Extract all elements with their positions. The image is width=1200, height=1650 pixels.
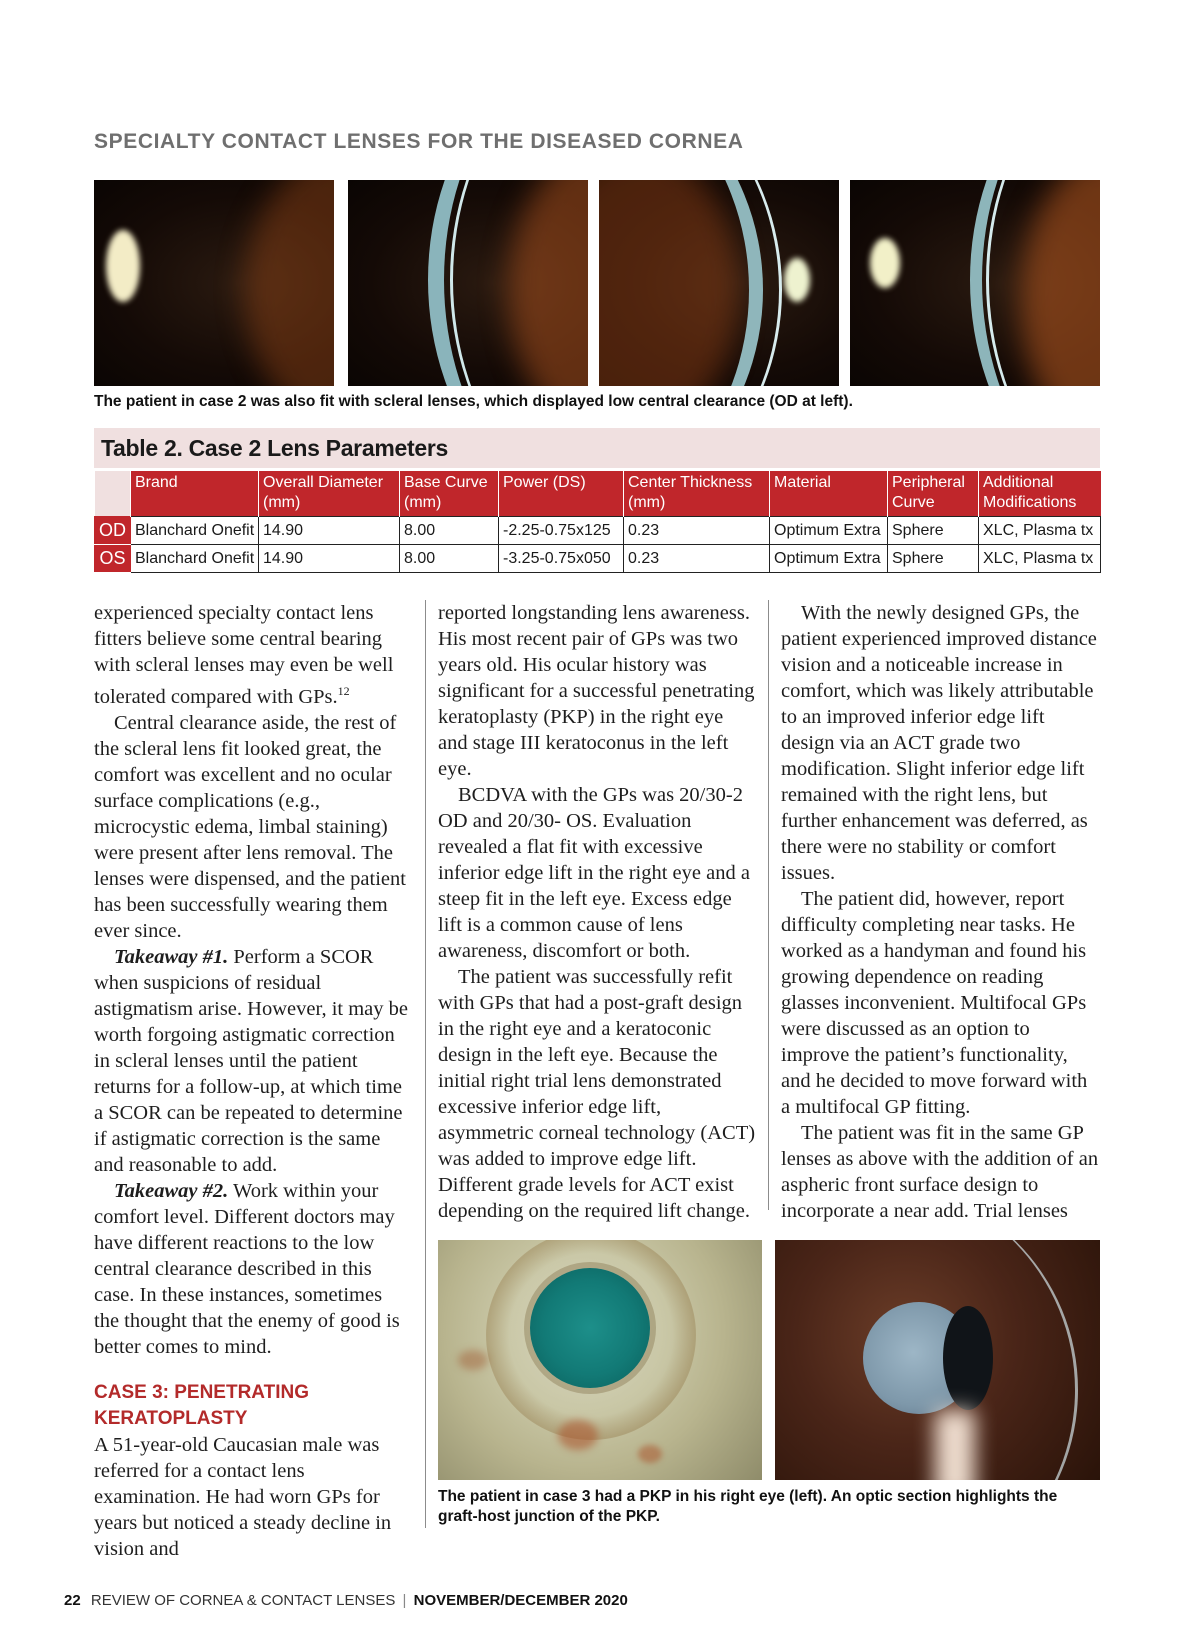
scleral-photo-1 <box>94 180 334 386</box>
column-divider <box>425 600 426 1528</box>
column-header: Additional Modifications <box>979 470 1101 517</box>
table-cell: -2.25-0.75x125 <box>499 517 624 545</box>
table-row <box>95 517 1101 545</box>
table-header-row <box>95 470 1101 517</box>
column-header: Base Curve (mm) <box>400 470 499 517</box>
section-title: SPECIALTY CONTACT LENSES FOR THE DISEASED CORNEA <box>94 130 744 153</box>
takeaway-label: Takeaway #1. <box>114 945 229 968</box>
text-column-3 <box>781 600 1100 1224</box>
scleral-photo-3 <box>599 180 839 386</box>
takeaway-1: Takeaway #1. Perform a SCOR when suspicions of residual astigmatism arise. However, it may be worth forgoing astigmatic correction in scleral lenses until the patient returns for a follow-up, at which time a SCOR can be repeated to determine if astigmatic correction is the same and reasonable to add. <box>94 945 408 1176</box>
takeaway-label: Takeaway #2. <box>114 1179 229 1202</box>
table-cell: Sphere <box>888 545 979 573</box>
table-cell: 14.90 <box>259 545 400 573</box>
column-header: Brand <box>131 470 259 517</box>
scleral-photo-2 <box>348 180 588 386</box>
table-cell: 8.00 <box>400 545 499 573</box>
paragraph: reported longstanding lens awareness. His most recent pair of GPs was two years old. His ocular history was significant for a successful penetrating keratoplasty (PKP) in the right eye and stage III keratoconus in the left eye. <box>438 602 755 780</box>
page-footer <box>64 1592 628 1609</box>
table-cell: 0.23 <box>624 545 770 573</box>
pkp-eye-photo <box>438 1240 762 1480</box>
table-cell: XLC, Plasma tx <box>979 545 1101 573</box>
table-title: Table 2. Case 2 Lens Parameters <box>94 428 1100 468</box>
paragraph: The patient was fit in the same GP lenses as above with the addition of an aspheric front surface design to incorporate a near add. Trial lenses <box>781 1122 1099 1222</box>
table-cell: Sphere <box>888 517 979 545</box>
page-number: 22 <box>64 1592 81 1609</box>
column-header: Material <box>770 470 888 517</box>
text-column-2 <box>438 600 756 1224</box>
bottom-figure-caption: The patient in case 3 had a PKP in his right eye (left). An optic section highlights the graft-host junction of the PKP. <box>438 1488 1058 1525</box>
case-3-heading: CASE 3: PENETRATING KERATOPLASTY <box>94 1381 310 1429</box>
table-cell: 0.23 <box>624 517 770 545</box>
paragraph: The patient did, however, report difficulty completing near tasks. He worked as a handyman and found his growing dependence on reading glasses inconvenient. Multifocal GPs were discussed as an option to improve the patient’s functionality, and he decided to move forward with a multifocal GP fitting. <box>781 888 1088 1118</box>
paragraph: With the newly designed GPs, the patient experienced improved distance vision and a noticeable increase in comfort, which was likely attributable to an improved inferior edge lift design via an ACT grade two modification. Slight inferior edge lift remained with the right lens, but further enhancement was deferred, as there were no stability or comfort issues. <box>781 602 1097 884</box>
column-header: Power (DS) <box>499 470 624 517</box>
table-cell: Blanchard Onefit <box>131 517 259 545</box>
paragraph: A 51-year-old Caucasian male was referred for a contact lens examination. He had worn GPs for years but noticed a steady decline in vision and <box>94 1433 392 1560</box>
footer-separator: | <box>402 1592 407 1609</box>
text-column-1 <box>94 600 412 1562</box>
issue-date: NOVEMBER/DECEMBER 2020 <box>413 1592 628 1609</box>
table-row <box>95 545 1101 573</box>
table-cell: 8.00 <box>400 517 499 545</box>
column-header: Center Thickness (mm) <box>624 470 770 517</box>
table-cell: Blanchard Onefit <box>131 545 259 573</box>
scleral-photo-4 <box>850 180 1100 386</box>
table-cell: Optimum Extra <box>770 545 888 573</box>
scleral-lens-photo-strip <box>94 180 1100 386</box>
optic-section-photo <box>775 1240 1100 1480</box>
eye-label: OS <box>95 545 131 573</box>
paragraph: Central clearance aside, the rest of the scleral lens fit looked great, the comfort was excellent and no ocular surface complications (e.g., microcystic edema, limbal staining) were present after lens removal. The lenses were dispensed, and the patient has been successfully wearing them ever since. <box>94 711 406 942</box>
paragraph: The patient was successfully refit with GPs that had a post-graft design in the right eye and a keratoconic design in the left eye. Because the initial right trial lens demonstrated excessive inferior edge lift, asymmetric corneal technology (ACT) was added to improve edge lift. Different grade levels for ACT exist depending on the required lift change. <box>438 966 756 1222</box>
table-cell: 14.90 <box>259 517 400 545</box>
table-cell: XLC, Plasma tx <box>979 517 1101 545</box>
takeaway-2: Takeaway #2. Work within your comfort level. Different doctors may have different reactions to the low central clearance described in this case. In these instances, sometimes the thought that the enemy of good is better comes to mind. <box>94 1179 400 1358</box>
top-figure-caption: The patient in case 2 was also fit with scleral lenses, which displayed low central clearance (OD at left). <box>94 393 853 410</box>
publication-name: REVIEW OF CORNEA & CONTACT LENSES <box>90 1592 396 1609</box>
table-cell: Optimum Extra <box>770 517 888 545</box>
table-corner-cell <box>95 470 131 517</box>
column-header: Overall Diameter (mm) <box>259 470 400 517</box>
eye-label: OD <box>95 517 131 545</box>
reference-superscript: 12 <box>337 684 350 698</box>
column-divider <box>768 600 769 1210</box>
paragraph: BCDVA with the GPs was 20/30-2 OD and 20/30- OS. Evaluation revealed a flat fit with excessive inferior edge lift in the right eye and a steep fit in the left eye. Excess edge lift is a common cause of lens awareness, discomfort or both. <box>438 784 750 962</box>
table-cell: -3.25-0.75x050 <box>499 545 624 573</box>
lens-parameters-table <box>94 428 1100 573</box>
paragraph: experienced specialty contact lens fitters believe some central bearing with scleral lenses may even be well tolerated compared with GPs.$^{12}$ <box>94 602 394 708</box>
column-header: Peripheral Curve <box>888 470 979 517</box>
